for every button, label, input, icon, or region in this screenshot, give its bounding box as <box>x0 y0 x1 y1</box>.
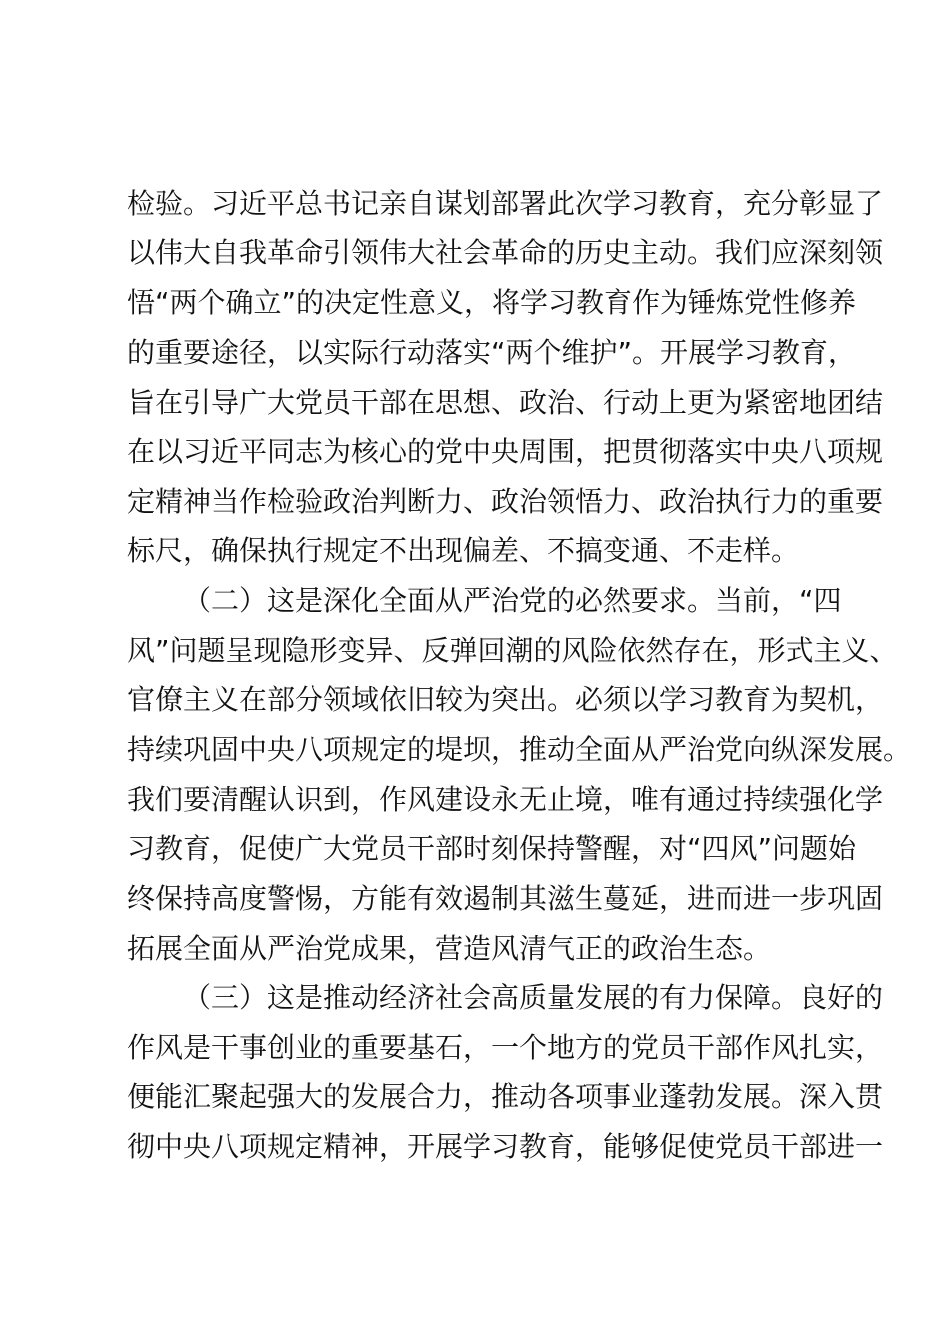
text-line: 的重要途径，以实际行动落实“两个维护”。开展学习教育， <box>127 336 857 369</box>
paragraph-heading-two: （二）这是深化全面从严治党的必然要求。当前，“四 <box>183 584 842 617</box>
text-line: 终保持高度警惕，方能有效遏制其滋生蔓延，进而进一步巩固 <box>127 882 884 915</box>
text-line: 持续巩固中央八项规定的堤坝，推动全面从严治党向纵深发展。 <box>127 733 912 766</box>
text-line: 悟“两个确立”的决定性意义，将学习教育作为锤炼党性修养 <box>127 286 857 319</box>
text-line: 旨在引导广大党员干部在思想、政治、行动上更为紧密地团结 <box>127 386 884 419</box>
text-line: 定精神当作检验政治判断力、政治领悟力、政治执行力的重要 <box>127 485 884 518</box>
text-line: 我们要清醒认识到，作风建设永无止境，唯有通过持续强化学 <box>127 783 884 816</box>
text-line: 在以习近平同志为核心的党中央周围，把贯彻落实中央八项规 <box>127 435 884 468</box>
text-line: 风”问题呈现隐形变异、反弹回潮的风险依然存在，形式主义、 <box>127 634 898 667</box>
text-line: 标尺，确保执行规定不出现偏差、不搞变通、不走样。 <box>127 534 800 567</box>
text-line: 官僚主义在部分领域依旧较为突出。必须以学习教育为契机， <box>127 683 884 716</box>
text-line: 以伟大自我革命引领伟大社会革命的历史主动。我们应深刻领 <box>127 236 884 269</box>
text-line: 习教育，促使广大党员干部时刻保持警醒，对“四风”问题始 <box>127 832 857 865</box>
text-line: 拓展全面从严治党成果，营造风清气正的政治生态。 <box>127 932 772 965</box>
text-line: 检验。习近平总书记亲自谋划部署此次学习教育，充分彰显了 <box>127 187 884 220</box>
text-line: 便能汇聚起强大的发展合力，推动各项事业蓬勃发展。深入贯 <box>127 1080 884 1113</box>
paragraph-heading-three: （三）这是推动经济社会高质量发展的有力保障。良好的 <box>183 981 884 1014</box>
text-line: 彻中央八项规定精神，开展学习教育，能够促使党员干部进一 <box>127 1130 884 1163</box>
text-line: 作风是干事创业的重要基石，一个地方的党员干部作风扎实， <box>127 1031 884 1064</box>
